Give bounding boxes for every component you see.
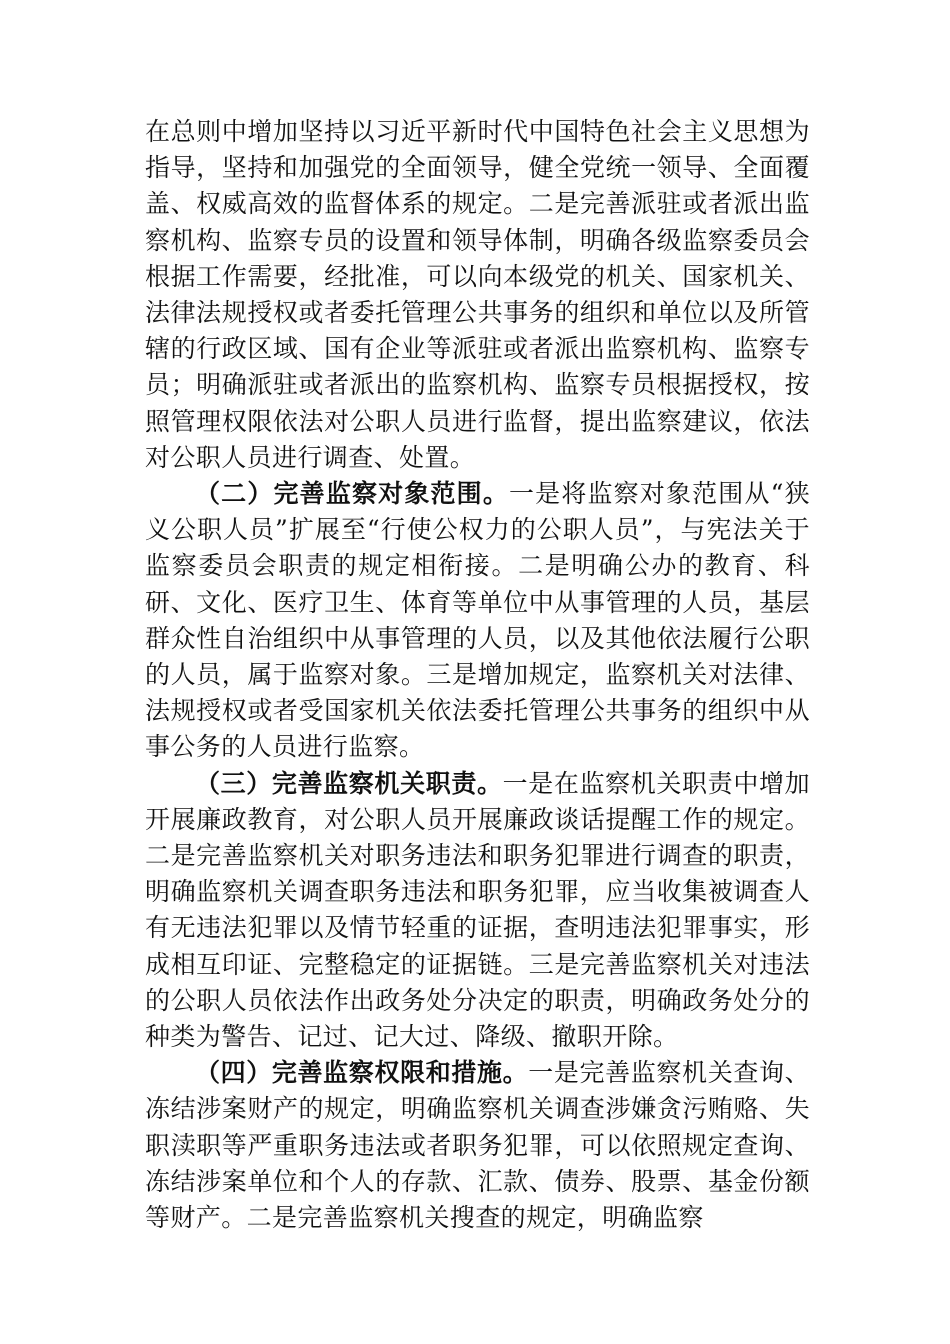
paragraph-section-3 — [145, 766, 810, 1056]
paragraph-body: 在总则中增加坚持以习近平新时代中国特色社会主义思想为指导，坚持和加强党的全面领导，健全党统一领导、全面覆盖、权威高效的监督体系的规定。二是完善派驻或者派出监察机构、监察专员的设置和领导体制，明确各级监察委员会根据工作需要，经批准，可以向本级党的机关、国家机关、法律法规授权或者委托管理公共事务的组织和单位以及所管辖的行政区域、国有企业等派驻或者派出监察机构、监察专员；明确派驻或者派出的监察机构、监察专员根据授权，按照管理权限依法对公职人员进行监督，提出监察建议，依法对公职人员进行调查、处置。 — [145, 117, 810, 472]
section-heading: （二）完善监察对象范围。 — [195, 479, 509, 509]
paragraph-body: 一是完善监察机关查询、冻结涉案财产的规定，明确监察机关调查涉嫌贪污贿赂、失职渎职等严重职务违法或者职务犯罪，可以依照规定查询、冻结涉案单位和个人的存款、汇款、债券、股票、基金份额等财产。二是完善监察机关搜查的规定，明确监察 — [145, 1058, 810, 1233]
paragraph-body: 一是将监察对象范围从“狭义公职人员”扩展至“行使公权力的公职人员”，与宪法关于监察委员会职责的规定相衔接。二是明确公办的教育、科研、文化、医疗卫生、体育等单位中从事管理的人员，基层群众性自治组织中从事管理的人员，以及其他依法履行公职的人员，属于监察对象。三是增加规定，监察机关对法律、法规授权或者受国家机关依法委托管理公共事务的组织中从事公务的人员进行监察。 — [145, 479, 810, 762]
section-heading: （三）完善监察机关职责。 — [195, 768, 503, 798]
section-heading: （四）完善监察权限和措施。 — [195, 1058, 529, 1088]
paragraph-section-4 — [145, 1055, 810, 1236]
document-page — [145, 114, 810, 1236]
paragraph-body: 一是在监察机关职责中增加开展廉政教育，对公职人员开展廉政谈话提醒工作的规定。二是完善监察机关对职务违法和职务犯罪进行调查的职责，明确监察机关调查职务违法和职务犯罪，应当收集被调查人有无违法犯罪以及情节轻重的证据，查明违法犯罪事实，形成相互印证、完整稳定的证据链。三是完善监察机关对违法的公职人员依法作出政务处分决定的职责，明确政务处分的种类为警告、记过、记大过、降级、撤职开除。 — [145, 768, 810, 1052]
paragraph-continuation — [145, 114, 810, 476]
paragraph-section-2 — [145, 476, 810, 766]
